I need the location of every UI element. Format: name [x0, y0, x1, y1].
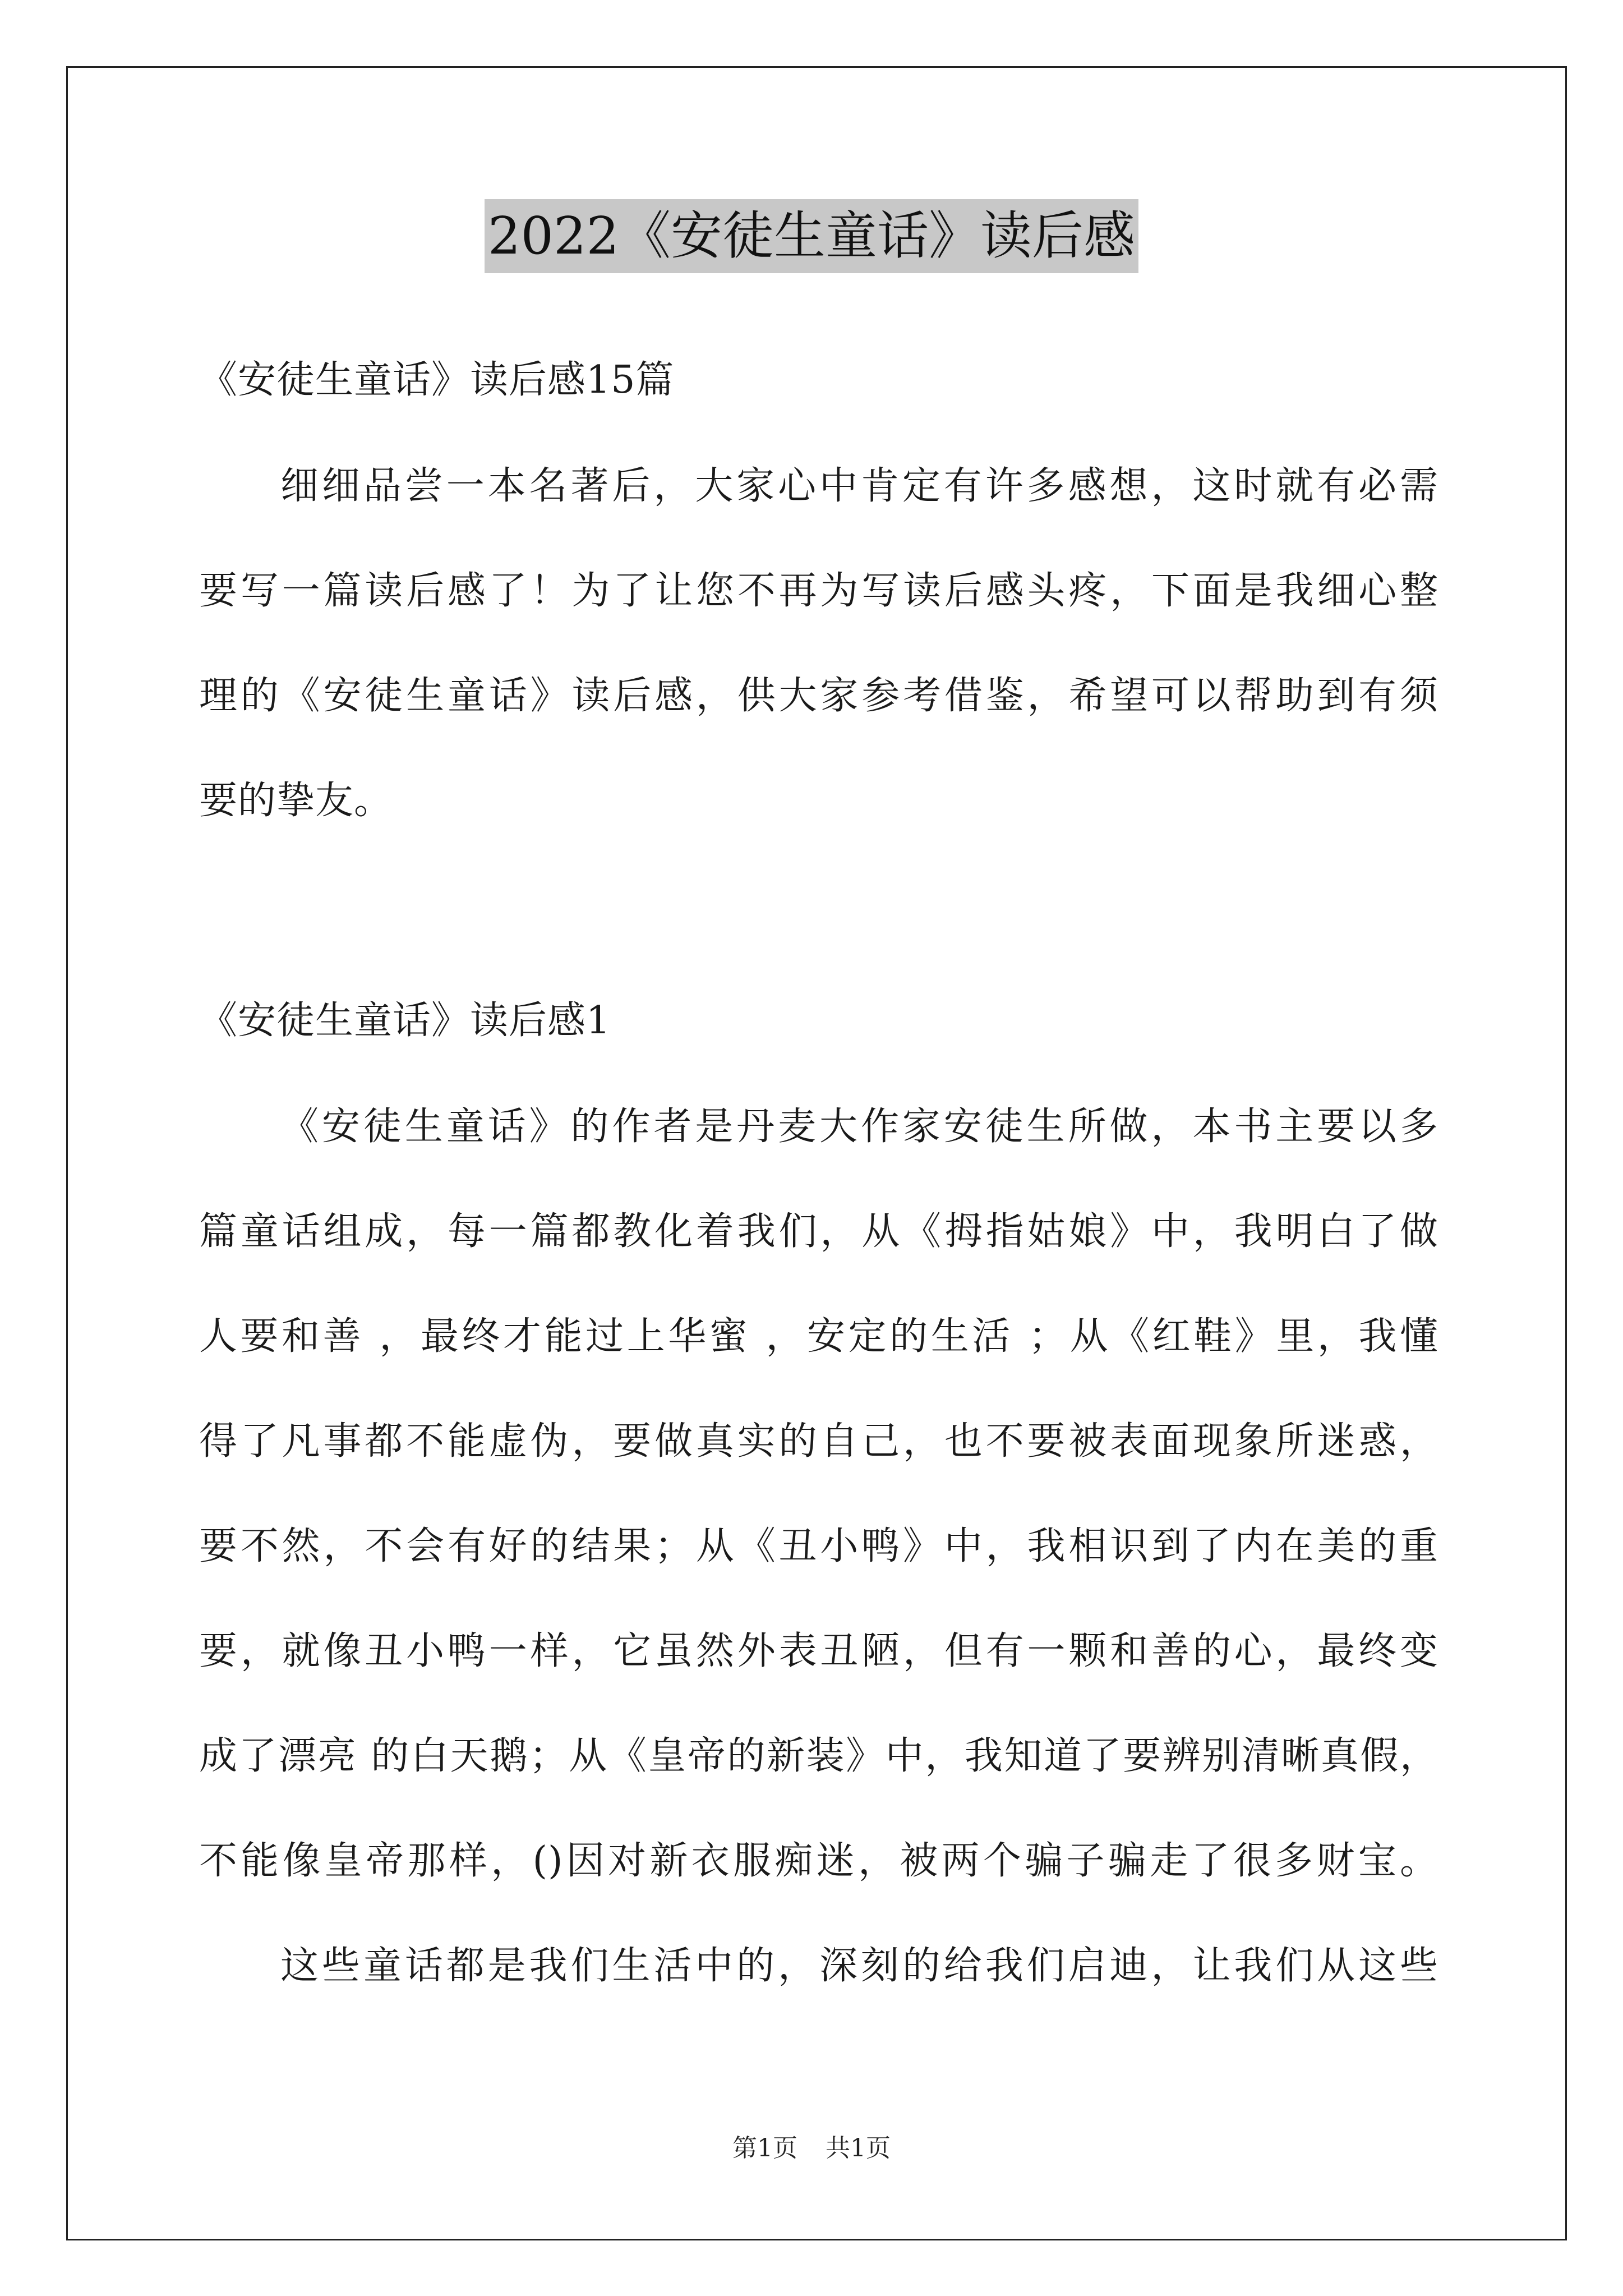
body-line: 这些童话都是我们生活中的，深刻的给我们启迪，让我们从这些 — [280, 1944, 1438, 1988]
page-number-current: 第1页 — [732, 2134, 797, 2162]
body-line: 要不然，不会有好的结果；从《丑小鸭》中，我相识到了内在美的重 — [199, 1524, 1438, 1568]
body-line: 得了凡事都不能虚伪，要做真实的自己，也不要被表面现象所迷惑， — [199, 1419, 1438, 1464]
intro-line: 要的挚友。 — [199, 779, 393, 823]
intro-line: 细细品尝一本名著后，大家心中肯定有许多感想，这时就有必需 — [280, 464, 1438, 508]
body-line: 成了漂亮 的白天鹅；从《皇帝的新装》中，我知道了要辨别清晰真假， — [199, 1734, 1438, 1778]
title-container — [0, 199, 1623, 273]
page-footer — [0, 2132, 1623, 2165]
body-line: 《安徒生童话》的作者是丹麦大作家安徒生所做，本书主要以多 — [280, 1105, 1438, 1149]
section-heading: 《安徒生童话》读后感1 — [199, 999, 611, 1043]
body-line: 要，就像丑小鸭一样，它虽然外表丑陋，但有一颗和善的心，最终变 — [199, 1629, 1438, 1673]
page-number-total: 共1页 — [826, 2134, 891, 2162]
document-title: 2022《安徒生童话》读后感 — [485, 199, 1138, 273]
body-line: 不能像皇帝那样，()因对新衣服痴迷，被两个骗子骗走了很多财宝。 — [199, 1839, 1438, 1883]
document-subtitle: 《安徒生童话》读后感15篇 — [199, 358, 675, 402]
body-line: 篇童话组成，每一篇都教化着我们，从《拇指姑娘》中，我明白了做 — [199, 1209, 1438, 1254]
intro-line: 要写一篇读后感了！为了让您不再为写读后感头疼，下面是我细心整 — [199, 569, 1438, 613]
body-line: 人要和善 ，最终才能过上华蜜 ，安定的生活 ；从《红鞋》里，我懂 — [199, 1314, 1438, 1359]
intro-line: 理的《安徒生童话》读后感，供大家参考借鉴，希望可以帮助到有须 — [199, 674, 1438, 718]
